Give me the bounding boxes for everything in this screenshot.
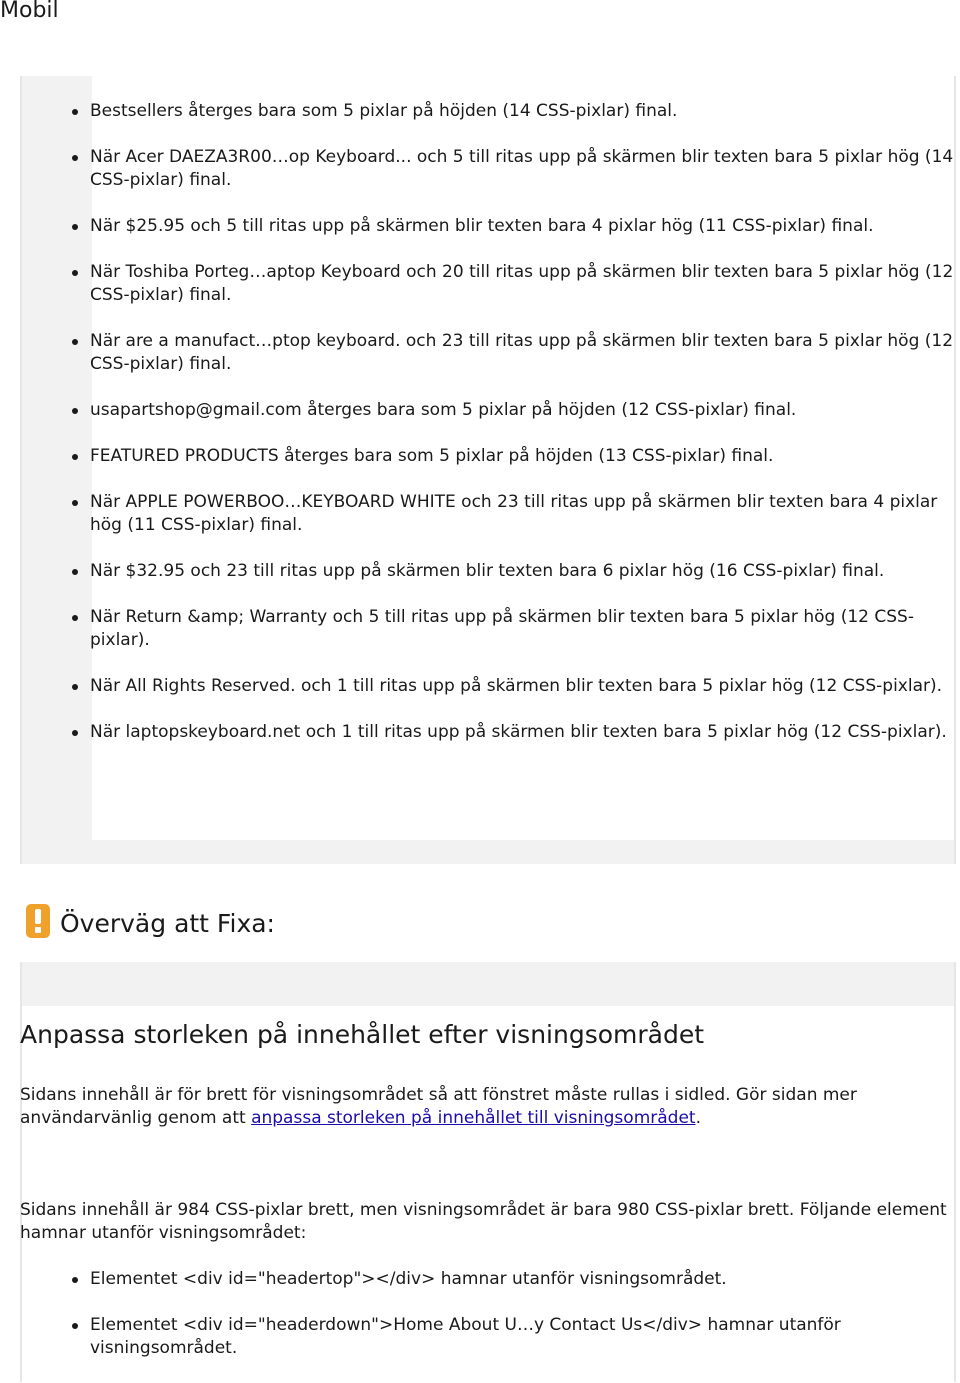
list-item: När Acer DAEZA3R00…op Keyboard... och 5 till ritas upp på skärmen blir texten bara 5 pixlar hög (14 CSS-pixlar) final. [20, 146, 960, 192]
page-title: Mobil [0, 0, 59, 23]
list-item: När APPLE POWERBOO…KEYBOARD WHITE och 23 till ritas upp på skärmen blir texten bara 4 pixlar hög (11 CSS-pixlar) final. [20, 491, 960, 537]
list-item: När All Rights Reserved. och 1 till ritas upp på skärmen blir texten bara 5 pixlar hög (12 CSS-pixlar). [20, 675, 960, 698]
list-item: När are a manufact…ptop keyboard. och 23 till ritas upp på skärmen blir texten bara 5 pixlar hög (12 CSS-pixlar) final. [20, 330, 960, 376]
list-item: När Return &amp; Warranty och 5 till ritas upp på skärmen blir texten bara 5 pixlar hög (12 CSS-pixlar). [20, 606, 960, 652]
list-item: usapartshop@gmail.com återges bara som 5 pixlar på höjden (12 CSS-pixlar) final. [20, 399, 960, 422]
rule-description-end: . [695, 1108, 701, 1128]
offending-elements-list [20, 1268, 920, 1383]
rule-heading: Anpassa storleken på innehållet efter visningsområdet [20, 1020, 705, 1049]
rule-description [20, 1084, 950, 1130]
list-item: När $25.95 och 5 till ritas upp på skärmen blir texten bara 4 pixlar hög (11 CSS-pixlar) final. [20, 215, 960, 238]
rule-description-text: Sidans innehåll är för brett för visningsområdet så att fönstret måste rullas i sidled. Gör sidan mer användarvänlig genom att [20, 1085, 857, 1128]
list-item: Elementet <div id="headertop"></div> hamnar utanför visningsområdet. [20, 1268, 920, 1291]
list-item: Elementet <div id="headerdown">Home About U…y Contact Us</div> hamnar utanför visningsområdet. [20, 1314, 920, 1360]
small-text-list [20, 100, 960, 767]
rule-details: Sidans innehåll är 984 CSS-pixlar brett, men visningsområdet är bara 980 CSS-pixlar brett. Följande element hamnar utanför visningsområdet: [20, 1200, 947, 1243]
list-item: När $32.95 och 23 till ritas upp på skärmen blir texten bara 6 pixlar hög (16 CSS-pixlar) final. [20, 560, 960, 583]
consider-fixing-heading [26, 904, 275, 944]
warning-exclamation-icon [26, 904, 50, 938]
consider-fixing-title: Överväg att Fixa: [60, 909, 275, 938]
list-item: Bestsellers återges bara som 5 pixlar på höjden (14 CSS-pixlar) final. [20, 100, 960, 123]
list-item: När Toshiba Porteg…aptop Keyboard och 20 till ritas upp på skärmen blir texten bara 5 pixlar hög (12 CSS-pixlar) final. [20, 261, 960, 307]
size-content-to-viewport-link[interactable]: anpassa storleken på innehållet till visningsområdet [251, 1108, 696, 1128]
list-item: När laptopskeyboard.net och 1 till ritas upp på skärmen blir texten bara 5 pixlar hög (12 CSS-pixlar). [20, 721, 960, 744]
list-item: FEATURED PRODUCTS återges bara som 5 pixlar på höjden (13 CSS-pixlar) final. [20, 445, 960, 468]
